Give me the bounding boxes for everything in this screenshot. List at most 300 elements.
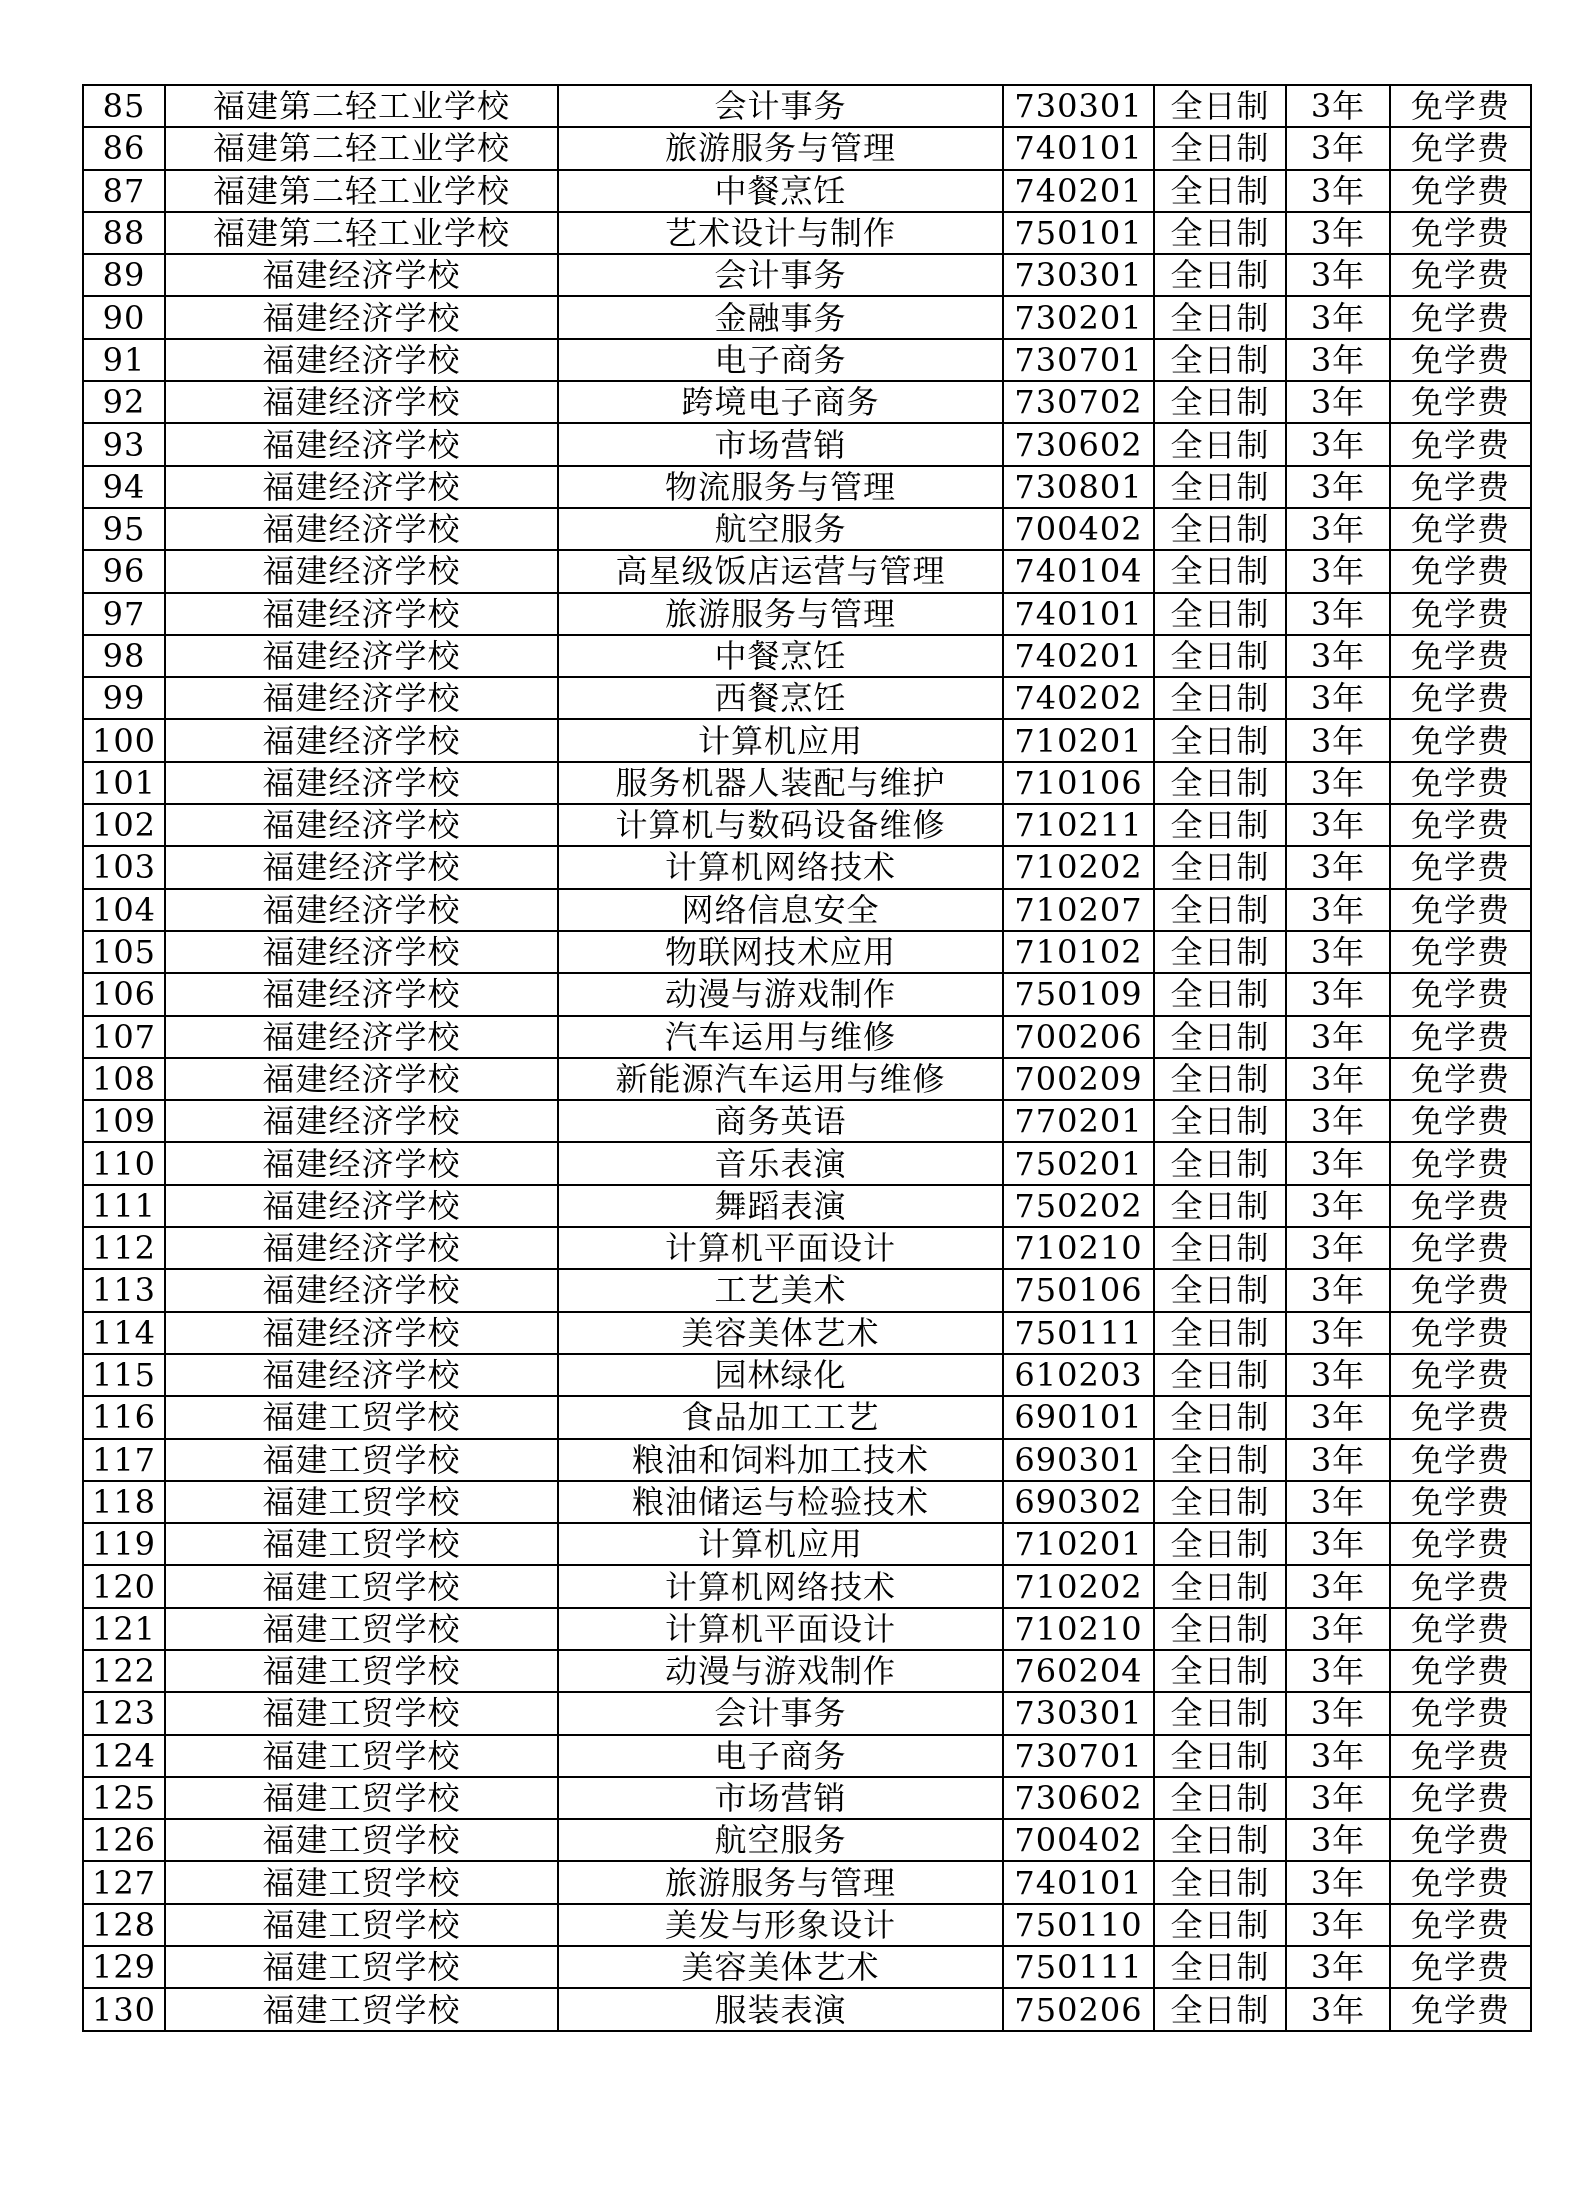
major-code-cell: 730602 (1003, 423, 1154, 465)
school-name-cell: 福建经济学校 (165, 762, 558, 804)
duration-cell: 3年 (1286, 1735, 1390, 1777)
study-mode-cell: 全日制 (1154, 635, 1286, 677)
duration-cell: 3年 (1286, 804, 1390, 846)
duration-cell: 3年 (1286, 889, 1390, 931)
table-row (83, 1819, 1531, 1861)
duration-cell: 3年 (1286, 635, 1390, 677)
table-row (83, 1946, 1531, 1988)
major-name-cell: 会计事务 (558, 254, 1003, 296)
row-number-cell: 95 (83, 508, 165, 550)
major-name-cell: 金融事务 (558, 296, 1003, 338)
major-name-cell: 艺术设计与制作 (558, 212, 1003, 254)
major-name-cell: 计算机应用 (558, 1523, 1003, 1565)
study-mode-cell: 全日制 (1154, 1988, 1286, 2030)
study-mode-cell: 全日制 (1154, 1565, 1286, 1607)
table-row (83, 889, 1531, 931)
tuition-cell: 免学费 (1390, 1608, 1531, 1650)
duration-cell: 3年 (1286, 254, 1390, 296)
table-row (83, 719, 1531, 761)
row-number-cell: 100 (83, 719, 165, 761)
table-row (83, 762, 1531, 804)
duration-cell: 3年 (1286, 1946, 1390, 1988)
study-mode-cell: 全日制 (1154, 846, 1286, 888)
duration-cell: 3年 (1286, 677, 1390, 719)
major-code-cell: 760204 (1003, 1650, 1154, 1692)
major-name-cell: 粮油和饲料加工技术 (558, 1439, 1003, 1481)
row-number-cell: 124 (83, 1735, 165, 1777)
major-code-cell: 700209 (1003, 1058, 1154, 1100)
row-number-cell: 126 (83, 1819, 165, 1861)
major-code-cell: 730301 (1003, 85, 1154, 127)
school-name-cell: 福建工贸学校 (165, 1523, 558, 1565)
row-number-cell: 117 (83, 1439, 165, 1481)
duration-cell: 3年 (1286, 508, 1390, 550)
enrollment-table (82, 84, 1532, 2032)
tuition-cell: 免学费 (1390, 85, 1531, 127)
major-name-cell: 美容美体艺术 (558, 1312, 1003, 1354)
major-name-cell: 会计事务 (558, 1692, 1003, 1734)
major-code-cell: 750101 (1003, 212, 1154, 254)
tuition-cell: 免学费 (1390, 127, 1531, 169)
duration-cell: 3年 (1286, 1819, 1390, 1861)
major-code-cell: 730701 (1003, 1735, 1154, 1777)
duration-cell: 3年 (1286, 1058, 1390, 1100)
school-name-cell: 福建工贸学校 (165, 1904, 558, 1946)
school-name-cell: 福建经济学校 (165, 635, 558, 677)
row-number-cell: 92 (83, 381, 165, 423)
major-name-cell: 粮油储运与检验技术 (558, 1481, 1003, 1523)
study-mode-cell: 全日制 (1154, 1735, 1286, 1777)
tuition-cell: 免学费 (1390, 1861, 1531, 1903)
duration-cell: 3年 (1286, 1016, 1390, 1058)
duration-cell: 3年 (1286, 296, 1390, 338)
major-code-cell: 710102 (1003, 931, 1154, 973)
major-name-cell: 电子商务 (558, 1735, 1003, 1777)
duration-cell: 3年 (1286, 1777, 1390, 1819)
school-name-cell: 福建经济学校 (165, 889, 558, 931)
row-number-cell: 103 (83, 846, 165, 888)
school-name-cell: 福建经济学校 (165, 1142, 558, 1184)
major-code-cell: 730701 (1003, 339, 1154, 381)
tuition-cell: 免学费 (1390, 1100, 1531, 1142)
table-row (83, 170, 1531, 212)
major-code-cell: 710106 (1003, 762, 1154, 804)
major-name-cell: 动漫与游戏制作 (558, 973, 1003, 1015)
table-row (83, 677, 1531, 719)
school-name-cell: 福建经济学校 (165, 550, 558, 592)
tuition-cell: 免学费 (1390, 1396, 1531, 1438)
table-row (83, 1396, 1531, 1438)
school-name-cell: 福建经济学校 (165, 593, 558, 635)
school-name-cell: 福建经济学校 (165, 846, 558, 888)
duration-cell: 3年 (1286, 1861, 1390, 1903)
school-name-cell: 福建经济学校 (165, 804, 558, 846)
study-mode-cell: 全日制 (1154, 1227, 1286, 1269)
duration-cell: 3年 (1286, 170, 1390, 212)
major-name-cell: 计算机网络技术 (558, 1565, 1003, 1607)
duration-cell: 3年 (1286, 1396, 1390, 1438)
study-mode-cell: 全日制 (1154, 719, 1286, 761)
table-row (83, 508, 1531, 550)
school-name-cell: 福建工贸学校 (165, 1861, 558, 1903)
duration-cell: 3年 (1286, 846, 1390, 888)
school-name-cell: 福建工贸学校 (165, 1481, 558, 1523)
table-row (83, 1058, 1531, 1100)
school-name-cell: 福建经济学校 (165, 339, 558, 381)
major-code-cell: 710210 (1003, 1227, 1154, 1269)
school-name-cell: 福建工贸学校 (165, 1819, 558, 1861)
major-name-cell: 中餐烹饪 (558, 635, 1003, 677)
major-code-cell: 690302 (1003, 1481, 1154, 1523)
school-name-cell: 福建工贸学校 (165, 1777, 558, 1819)
major-code-cell: 740202 (1003, 677, 1154, 719)
row-number-cell: 108 (83, 1058, 165, 1100)
study-mode-cell: 全日制 (1154, 508, 1286, 550)
major-code-cell: 770201 (1003, 1100, 1154, 1142)
major-name-cell: 服装表演 (558, 1988, 1003, 2030)
duration-cell: 3年 (1286, 1142, 1390, 1184)
row-number-cell: 96 (83, 550, 165, 592)
major-name-cell: 中餐烹饪 (558, 170, 1003, 212)
major-code-cell: 710210 (1003, 1608, 1154, 1650)
tuition-cell: 免学费 (1390, 254, 1531, 296)
major-code-cell: 730801 (1003, 466, 1154, 508)
tuition-cell: 免学费 (1390, 1523, 1531, 1565)
study-mode-cell: 全日制 (1154, 1396, 1286, 1438)
row-number-cell: 85 (83, 85, 165, 127)
major-name-cell: 电子商务 (558, 339, 1003, 381)
table-row (83, 804, 1531, 846)
table-row (83, 339, 1531, 381)
row-number-cell: 86 (83, 127, 165, 169)
row-number-cell: 98 (83, 635, 165, 677)
tuition-cell: 免学费 (1390, 1777, 1531, 1819)
major-code-cell: 610203 (1003, 1354, 1154, 1396)
row-number-cell: 102 (83, 804, 165, 846)
study-mode-cell: 全日制 (1154, 1777, 1286, 1819)
major-code-cell: 750109 (1003, 973, 1154, 1015)
study-mode-cell: 全日制 (1154, 254, 1286, 296)
duration-cell: 3年 (1286, 1565, 1390, 1607)
study-mode-cell: 全日制 (1154, 1439, 1286, 1481)
table-row (83, 1312, 1531, 1354)
major-code-cell: 740201 (1003, 635, 1154, 677)
tuition-cell: 免学费 (1390, 508, 1531, 550)
duration-cell: 3年 (1286, 1988, 1390, 2030)
table-body (83, 85, 1531, 2031)
table-row (83, 1988, 1531, 2030)
study-mode-cell: 全日制 (1154, 170, 1286, 212)
duration-cell: 3年 (1286, 719, 1390, 761)
major-name-cell: 物流服务与管理 (558, 466, 1003, 508)
school-name-cell: 福建经济学校 (165, 296, 558, 338)
table-row (83, 1481, 1531, 1523)
major-name-cell: 西餐烹饪 (558, 677, 1003, 719)
major-code-cell: 710207 (1003, 889, 1154, 931)
tuition-cell: 免学费 (1390, 846, 1531, 888)
row-number-cell: 88 (83, 212, 165, 254)
row-number-cell: 116 (83, 1396, 165, 1438)
tuition-cell: 免学费 (1390, 973, 1531, 1015)
major-name-cell: 美容美体艺术 (558, 1946, 1003, 1988)
row-number-cell: 120 (83, 1565, 165, 1607)
major-code-cell: 750111 (1003, 1946, 1154, 1988)
study-mode-cell: 全日制 (1154, 1269, 1286, 1311)
major-name-cell: 工艺美术 (558, 1269, 1003, 1311)
school-name-cell: 福建经济学校 (165, 719, 558, 761)
tuition-cell: 免学费 (1390, 931, 1531, 973)
duration-cell: 3年 (1286, 1227, 1390, 1269)
duration-cell: 3年 (1286, 1439, 1390, 1481)
major-code-cell: 740201 (1003, 170, 1154, 212)
study-mode-cell: 全日制 (1154, 1946, 1286, 1988)
row-number-cell: 110 (83, 1142, 165, 1184)
duration-cell: 3年 (1286, 593, 1390, 635)
duration-cell: 3年 (1286, 1185, 1390, 1227)
study-mode-cell: 全日制 (1154, 339, 1286, 381)
tuition-cell: 免学费 (1390, 1565, 1531, 1607)
table-row (83, 85, 1531, 127)
table-row (83, 1227, 1531, 1269)
major-name-cell: 商务英语 (558, 1100, 1003, 1142)
study-mode-cell: 全日制 (1154, 1692, 1286, 1734)
major-code-cell: 730702 (1003, 381, 1154, 423)
study-mode-cell: 全日制 (1154, 85, 1286, 127)
table-row (83, 1650, 1531, 1692)
duration-cell: 3年 (1286, 212, 1390, 254)
row-number-cell: 111 (83, 1185, 165, 1227)
major-code-cell: 700402 (1003, 508, 1154, 550)
table-row (83, 254, 1531, 296)
table-row (83, 423, 1531, 465)
major-code-cell: 750206 (1003, 1988, 1154, 2030)
study-mode-cell: 全日制 (1154, 1481, 1286, 1523)
duration-cell: 3年 (1286, 381, 1390, 423)
table-row (83, 1142, 1531, 1184)
study-mode-cell: 全日制 (1154, 466, 1286, 508)
school-name-cell: 福建工贸学校 (165, 1988, 558, 2030)
school-name-cell: 福建工贸学校 (165, 1439, 558, 1481)
major-name-cell: 旅游服务与管理 (558, 1861, 1003, 1903)
table-row (83, 1016, 1531, 1058)
major-code-cell: 740101 (1003, 593, 1154, 635)
tuition-cell: 免学费 (1390, 1692, 1531, 1734)
major-name-cell: 旅游服务与管理 (558, 127, 1003, 169)
row-number-cell: 105 (83, 931, 165, 973)
tuition-cell: 免学费 (1390, 1735, 1531, 1777)
major-name-cell: 市场营销 (558, 423, 1003, 465)
major-name-cell: 园林绿化 (558, 1354, 1003, 1396)
duration-cell: 3年 (1286, 1904, 1390, 1946)
tuition-cell: 免学费 (1390, 423, 1531, 465)
row-number-cell: 87 (83, 170, 165, 212)
school-name-cell: 福建经济学校 (165, 423, 558, 465)
table-row (83, 931, 1531, 973)
duration-cell: 3年 (1286, 973, 1390, 1015)
table-row (83, 381, 1531, 423)
row-number-cell: 109 (83, 1100, 165, 1142)
table-row (83, 1439, 1531, 1481)
study-mode-cell: 全日制 (1154, 1861, 1286, 1903)
major-code-cell: 740104 (1003, 550, 1154, 592)
tuition-cell: 免学费 (1390, 1058, 1531, 1100)
major-code-cell: 730602 (1003, 1777, 1154, 1819)
study-mode-cell: 全日制 (1154, 423, 1286, 465)
school-name-cell: 福建工贸学校 (165, 1735, 558, 1777)
duration-cell: 3年 (1286, 1608, 1390, 1650)
table-row (83, 635, 1531, 677)
table-row (83, 466, 1531, 508)
school-name-cell: 福建工贸学校 (165, 1608, 558, 1650)
study-mode-cell: 全日制 (1154, 1058, 1286, 1100)
tuition-cell: 免学费 (1390, 466, 1531, 508)
table-row (83, 1608, 1531, 1650)
major-name-cell: 音乐表演 (558, 1142, 1003, 1184)
row-number-cell: 119 (83, 1523, 165, 1565)
tuition-cell: 免学费 (1390, 1650, 1531, 1692)
row-number-cell: 113 (83, 1269, 165, 1311)
study-mode-cell: 全日制 (1154, 1608, 1286, 1650)
tuition-cell: 免学费 (1390, 719, 1531, 761)
row-number-cell: 118 (83, 1481, 165, 1523)
tuition-cell: 免学费 (1390, 1946, 1531, 1988)
major-code-cell: 730301 (1003, 254, 1154, 296)
major-name-cell: 会计事务 (558, 85, 1003, 127)
school-name-cell: 福建经济学校 (165, 381, 558, 423)
school-name-cell: 福建经济学校 (165, 254, 558, 296)
row-number-cell: 114 (83, 1312, 165, 1354)
duration-cell: 3年 (1286, 762, 1390, 804)
school-name-cell: 福建经济学校 (165, 508, 558, 550)
row-number-cell: 89 (83, 254, 165, 296)
study-mode-cell: 全日制 (1154, 677, 1286, 719)
table-row (83, 296, 1531, 338)
tuition-cell: 免学费 (1390, 1439, 1531, 1481)
row-number-cell: 121 (83, 1608, 165, 1650)
row-number-cell: 94 (83, 466, 165, 508)
school-name-cell: 福建经济学校 (165, 1269, 558, 1311)
table-row (83, 550, 1531, 592)
major-name-cell: 高星级饭店运营与管理 (558, 550, 1003, 592)
row-number-cell: 93 (83, 423, 165, 465)
school-name-cell: 福建经济学校 (165, 1312, 558, 1354)
major-code-cell: 750111 (1003, 1312, 1154, 1354)
school-name-cell: 福建工贸学校 (165, 1396, 558, 1438)
school-name-cell: 福建第二轻工业学校 (165, 212, 558, 254)
tuition-cell: 免学费 (1390, 1269, 1531, 1311)
major-name-cell: 航空服务 (558, 1819, 1003, 1861)
major-code-cell: 730201 (1003, 296, 1154, 338)
study-mode-cell: 全日制 (1154, 804, 1286, 846)
study-mode-cell: 全日制 (1154, 1523, 1286, 1565)
major-name-cell: 美发与形象设计 (558, 1904, 1003, 1946)
study-mode-cell: 全日制 (1154, 296, 1286, 338)
major-name-cell: 网络信息安全 (558, 889, 1003, 931)
table-row (83, 1523, 1531, 1565)
row-number-cell: 115 (83, 1354, 165, 1396)
study-mode-cell: 全日制 (1154, 127, 1286, 169)
school-name-cell: 福建工贸学校 (165, 1692, 558, 1734)
study-mode-cell: 全日制 (1154, 1312, 1286, 1354)
table-row (83, 1185, 1531, 1227)
major-code-cell: 690301 (1003, 1439, 1154, 1481)
study-mode-cell: 全日制 (1154, 1016, 1286, 1058)
tuition-cell: 免学费 (1390, 889, 1531, 931)
major-code-cell: 710202 (1003, 846, 1154, 888)
duration-cell: 3年 (1286, 1523, 1390, 1565)
tuition-cell: 免学费 (1390, 1142, 1531, 1184)
major-name-cell: 计算机应用 (558, 719, 1003, 761)
tuition-cell: 免学费 (1390, 339, 1531, 381)
tuition-cell: 免学费 (1390, 762, 1531, 804)
table-row (83, 1354, 1531, 1396)
tuition-cell: 免学费 (1390, 677, 1531, 719)
school-name-cell: 福建第二轻工业学校 (165, 127, 558, 169)
major-name-cell: 计算机与数码设备维修 (558, 804, 1003, 846)
tuition-cell: 免学费 (1390, 1185, 1531, 1227)
tuition-cell: 免学费 (1390, 1354, 1531, 1396)
study-mode-cell: 全日制 (1154, 1354, 1286, 1396)
row-number-cell: 123 (83, 1692, 165, 1734)
table-row (83, 1861, 1531, 1903)
major-code-cell: 740101 (1003, 127, 1154, 169)
major-name-cell: 新能源汽车运用与维修 (558, 1058, 1003, 1100)
school-name-cell: 福建经济学校 (165, 1354, 558, 1396)
row-number-cell: 104 (83, 889, 165, 931)
duration-cell: 3年 (1286, 423, 1390, 465)
major-name-cell: 跨境电子商务 (558, 381, 1003, 423)
major-name-cell: 食品加工工艺 (558, 1396, 1003, 1438)
duration-cell: 3年 (1286, 1354, 1390, 1396)
tuition-cell: 免学费 (1390, 296, 1531, 338)
tuition-cell: 免学费 (1390, 1481, 1531, 1523)
study-mode-cell: 全日制 (1154, 931, 1286, 973)
table-row (83, 212, 1531, 254)
tuition-cell: 免学费 (1390, 804, 1531, 846)
study-mode-cell: 全日制 (1154, 973, 1286, 1015)
row-number-cell: 101 (83, 762, 165, 804)
duration-cell: 3年 (1286, 339, 1390, 381)
tuition-cell: 免学费 (1390, 212, 1531, 254)
major-code-cell: 740101 (1003, 1861, 1154, 1903)
tuition-cell: 免学费 (1390, 1227, 1531, 1269)
study-mode-cell: 全日制 (1154, 1142, 1286, 1184)
tuition-cell: 免学费 (1390, 1016, 1531, 1058)
row-number-cell: 129 (83, 1946, 165, 1988)
duration-cell: 3年 (1286, 1650, 1390, 1692)
school-name-cell: 福建经济学校 (165, 466, 558, 508)
major-name-cell: 物联网技术应用 (558, 931, 1003, 973)
tuition-cell: 免学费 (1390, 381, 1531, 423)
table-row (83, 1692, 1531, 1734)
major-name-cell: 旅游服务与管理 (558, 593, 1003, 635)
school-name-cell: 福建经济学校 (165, 1185, 558, 1227)
row-number-cell: 106 (83, 973, 165, 1015)
major-code-cell: 710201 (1003, 1523, 1154, 1565)
study-mode-cell: 全日制 (1154, 762, 1286, 804)
row-number-cell: 128 (83, 1904, 165, 1946)
table-row (83, 1100, 1531, 1142)
table-row (83, 1904, 1531, 1946)
table-row (83, 1269, 1531, 1311)
school-name-cell: 福建经济学校 (165, 973, 558, 1015)
row-number-cell: 91 (83, 339, 165, 381)
study-mode-cell: 全日制 (1154, 550, 1286, 592)
major-name-cell: 舞蹈表演 (558, 1185, 1003, 1227)
school-name-cell: 福建工贸学校 (165, 1565, 558, 1607)
major-code-cell: 730301 (1003, 1692, 1154, 1734)
row-number-cell: 97 (83, 593, 165, 635)
